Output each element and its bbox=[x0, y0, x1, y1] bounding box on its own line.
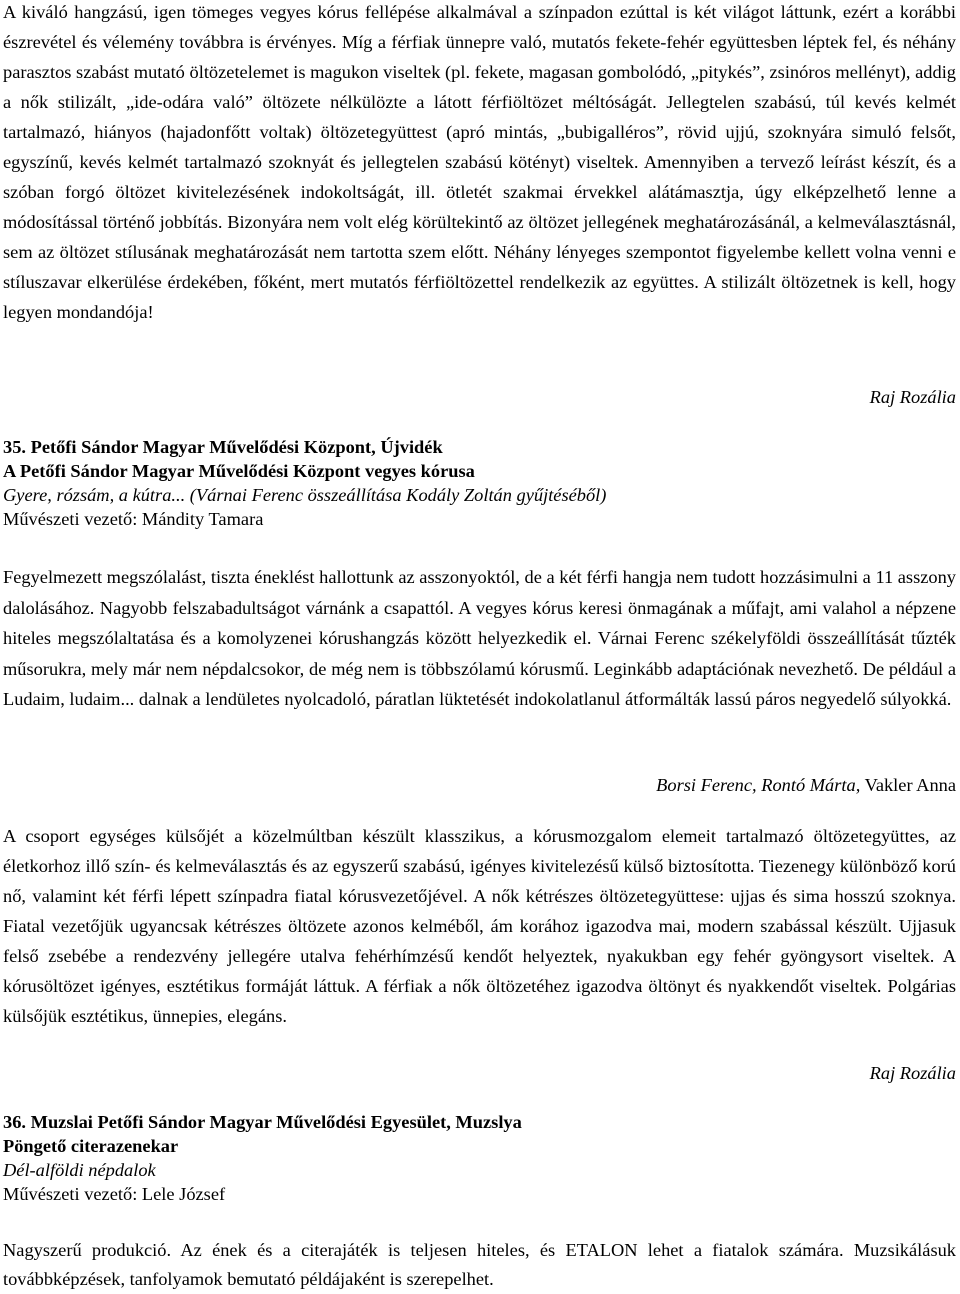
entry-35-ensemble: A Petőfi Sándor Magyar Művelődési Központ vegyes kórusa bbox=[3, 461, 475, 481]
entry-36-header bbox=[3, 1110, 956, 1206]
reviewer-signature: Raj Rozália bbox=[869, 387, 956, 407]
entry-36-director: Művészeti vezető: Lele József bbox=[3, 1184, 226, 1204]
entry-36-program: Dél-alföldi népdalok bbox=[3, 1160, 156, 1180]
costume-review-paragraph: A kiváló hangzású, igen tömeges vegyes kórus fellépése alkalmával a színpadon ezúttal is két világot láttunk, ezért a korábbi észrevétel és vélemény továbbra is érvényes. Míg a férfiak ünnepre való, mutatós fekete-fehér együttesben léptek fel, és néhány parasztos szabást mutató öltözetelemet is magukon viseltek (pl. fekete, magasan gombolódó, „pitykés”, zsinóros mellényt), addig a nők stilizált, „ide-odára való” öltözete nélkülözte a látott férfiöltözet méltóságát. Jellegtelen szabású, túl kevés kelmét tartalmazó, hiányos (hajadonfőtt voltak) öltözetegyüttest (apró mintás, „bubigalléros”, rövid ujjú, szoknyára simuló felsőt, egyszínű, kevés kelmét tartalmazó szoknyát és jellegtelen szabású kötényt) viseltek. Amennyiben a tervező leírást készít, és a szóban forgó öltözet kivitelezésének indokoltságát, ill. ötletét szakmai érvekkel alátámasztja, úgy elképzelhető lenne a módosítással történő jobbítás. Bizonyára nem volt elég körültekintő az öltözet jellegének meghatározásánál, a kelmeválasztásnál, sem az öltözet stílusának meghatározását nem tartotta szem előtt. Néhány lényeges szempontot figyelembe kellett volna venni e stíluszavar elkerülése érdekében, főként, mert mutatós férfiöltözettel rendelkezik az együttes. A stilizált öltözetnek is kell, hogy legyen mondandója! bbox=[3, 2, 956, 322]
entry-35-music-reviewers: Borsi Ferenc, Rontó Márta, Vakler Anna bbox=[656, 775, 956, 795]
entry-35-costume-review: A csoport egységes külsőjét a közelmúltban készült klasszikus, a kórusmozgalom elemeit tartalmazó öltözetegyüttes, az életkorhoz illő szín- és kelmeválasztás és az egyszerű szabású, igényes kivitelezésű külső biztosította. Tiezenegy különböző korú nő, valamint két férfi lépett színpadra fiatal kórusvezetőjével. A nők kétrészes öltözetegyüttese: ujjas és sima hosszú szoknya. Fiatal vezetőjük ugyancsak kétrészes öltözete azonos kelméből, ám korához igazodva mai, modern szabással készült. Ujjasuk felső zsebébe a rendezvény jellegére utalva fehérhímzésű kendőt helyeztek, nyakukban egy fehér gyöngysort viseltek. A kórusöltözet igényes, esztétikus formáját láttuk. A férfiak a nők öltözetéhez igazodva öltönyt és nyakkendőt viseltek. Polgárias külsőjük esztétikus, ünnepies, elegáns. bbox=[3, 826, 956, 1026]
entry-35-director: Művészeti vezető: Mándity Tamara bbox=[3, 509, 264, 529]
entry-35-header bbox=[3, 435, 956, 531]
entry-36-review: Nagyszerű produkció. Az ének és a citerajáték is teljesen hiteles, és ETALON lehet a fiatalok számára. Muzsikálásuk továbbképzések, tanfolyamok bemutató példájaként is szerepelhet. bbox=[3, 1240, 956, 1289]
entry-35-costume-reviewer: Raj Rozália bbox=[869, 1063, 956, 1083]
entry-35-heading: 35. Petőfi Sándor Magyar Művelődési Központ, Újvidék bbox=[3, 437, 443, 457]
entry-35-music-review: Fegyelmezett megszólalást, tiszta éneklést hallottunk az asszonyoktól, de a két férfi hangja nem tudott hozzásimulni a 11 asszony dalolásához. Nagyobb felszabadultságot várnánk a csapattól. A vegyes kórus keresi önmagának a műfajt, ami valahol a népzene hiteles megszólaltatása és a komolyzenei kórushangzás között helyezkedik el. Várnai Ferenc székelyföldi összeállítását tűzték műsorukra, mely már nem népdalcsokor, de még nem is többszólamú kórusmű. Leginkább adaptációnak nevezhető. De például a Ludaim, ludaim... dalnak a lendületes nyolcadoló, páratlan lüktetését indokolatlanul átformálták lassú páros negyedelő súlyokká. bbox=[3, 567, 956, 709]
entry-36-ensemble: Pöngető citerazenekar bbox=[3, 1136, 179, 1156]
entry-35-program: Gyere, rózsám, a kútra... (Várnai Ferenc összeállítása Kodály Zoltán gyűjtéséből) bbox=[3, 485, 607, 505]
entry-36-heading: 36. Muzslai Petőfi Sándor Magyar Művelődési Egyesület, Muzslya bbox=[3, 1112, 522, 1132]
